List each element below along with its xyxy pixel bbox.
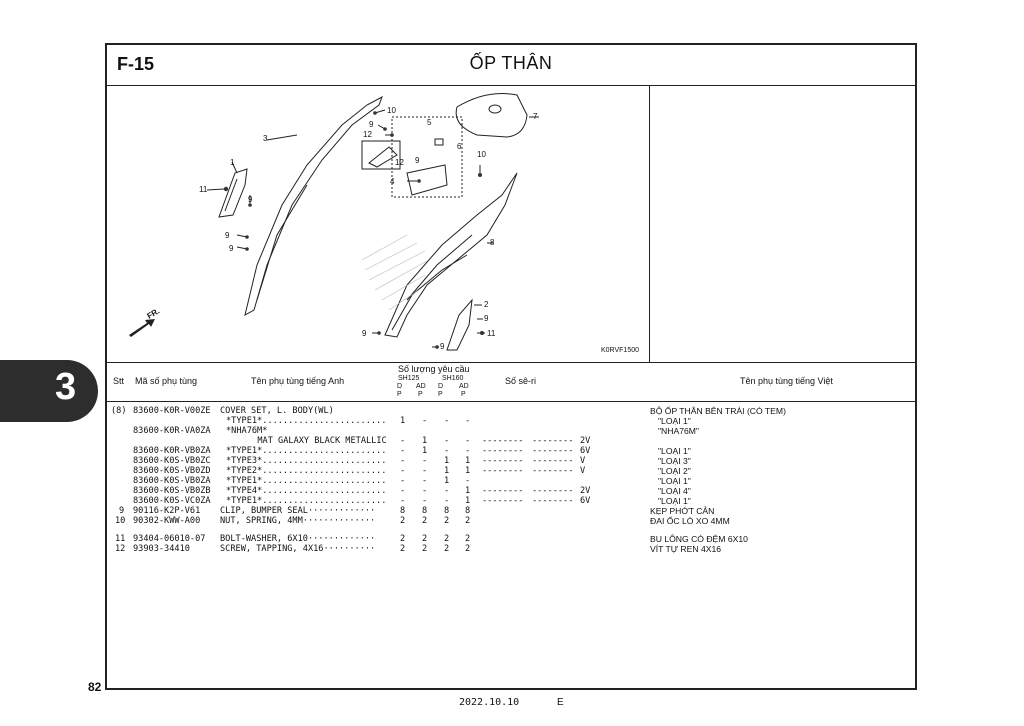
col-serial: Số sê-ri: [505, 376, 537, 386]
page-frame: [105, 43, 917, 690]
col-model-b: SH160: [442, 375, 464, 382]
col-model-a: SH125: [398, 375, 420, 382]
table-row: 10 90302-KWW-A00 NUT, SPRING, 4MM·············· 2 2 2 2 ĐAI ỐC LÒ XO 4MM: [115, 516, 730, 526]
callout-12: 12: [363, 130, 372, 139]
page-number: 82: [88, 680, 102, 694]
blank-pane: [650, 85, 915, 363]
col-sub-3: D: [438, 383, 444, 390]
table-row: 83600-K0S-VB0ZC *TYPE3*........................ - - 1 1 -------- -------- V "LOẠI 3": [133, 456, 691, 466]
diagram-reference-code: K0RVF1500: [600, 347, 639, 354]
callout-9: 9: [440, 342, 445, 351]
callout-8: 8: [490, 238, 495, 247]
callout-10: 10: [387, 106, 396, 115]
callout-9: 9: [484, 314, 489, 323]
figure-code: F-15: [117, 54, 155, 74]
callout-10: 10: [477, 150, 486, 159]
footer-date: 2022.10.10: [459, 697, 520, 708]
callout-11: 11: [199, 185, 208, 194]
table-row: (8) 83600-K0R-V00ZE COVER SET, L. BODY(WL) BỘ ỐP THÂN BÊN TRÁI (CÓ TEM): [111, 406, 786, 416]
table-row: 83600-K0R-VA0ZA *NHA76M* "NHA76M": [133, 426, 699, 436]
col-qty: Số lượng yêu cầu: [398, 364, 470, 374]
table-row: 83600-K0S-VB0ZA *TYPE1*........................ - - 1 - "LOẠI 1": [133, 476, 691, 486]
callout-4: 4: [390, 177, 395, 186]
table-row: 83600-K0S-VC0ZA *TYPE1*........................ - - - 1 -------- -------- 6V "LOẠI 1": [133, 496, 691, 506]
callout-12: 12: [395, 158, 404, 167]
svg-text:FR.: FR.: [145, 306, 162, 321]
callout-9: 9: [362, 329, 367, 338]
section-tab-number: 3: [55, 366, 77, 408]
column-headers: [107, 363, 915, 402]
callout-9: 9: [225, 231, 230, 240]
col-sub2-1: P: [397, 391, 402, 398]
callout-2: 2: [484, 300, 489, 309]
callout-9: 9: [369, 120, 374, 129]
table-row: 83600-K0R-VB0ZA *TYPE1*........................ - 1 - - -------- -------- 6V "LOẠI 1": [133, 446, 691, 456]
col-sub-4: AD: [459, 383, 469, 390]
table-row: 83600-K0S-VB0ZB *TYPE4*........................ - - - 1 -------- -------- 2V "LOẠI 4": [133, 486, 691, 496]
col-sub-2: AD: [416, 383, 426, 390]
callout-9: 9: [415, 156, 420, 165]
col-name-vn: Tên phụ tùng tiếng Việt: [740, 376, 833, 386]
page-header: [107, 45, 915, 86]
table-row: MAT GALAXY BLACK METALLIC - 1 - - -------- -------- 2V: [247, 436, 591, 446]
col-sub2-4: P: [461, 391, 466, 398]
callout-5: 5: [427, 118, 432, 127]
diagram-drawing: [107, 85, 648, 361]
callout-7: 7: [533, 112, 538, 121]
table-row: 9 90116-K2P-V61 CLIP, BUMPER SEAL············· 8 8 8 8 KẸP PHỚT CẢN: [119, 506, 715, 516]
col-sub-1: D: [397, 383, 403, 390]
section-tab: [0, 360, 98, 422]
col-sub2-3: P: [438, 391, 443, 398]
exploded-diagram: [107, 85, 650, 363]
front-arrow-icon: [129, 306, 161, 337]
table-row: 11 93404-06010-07 BOLT-WASHER, 6X10············· 2 2 2 2 BU LÔNG CÓ ĐỆM 6X10: [115, 534, 748, 544]
callout-9: 9: [229, 244, 234, 253]
callout-11: 11: [487, 329, 496, 338]
col-stt: Stt: [113, 376, 125, 386]
col-name-en: Tên phụ tùng tiếng Anh: [251, 376, 345, 386]
callout-1: 1: [230, 158, 235, 167]
footer-edition: E: [557, 697, 564, 708]
table-row: 83600-K0S-VB0ZD *TYPE2*........................ - - 1 1 -------- -------- V "LOẠI 2": [133, 466, 691, 476]
table-row: *TYPE1*........................ 1 - - - "LOẠI 1": [226, 416, 691, 426]
table-row: 12 93903-34410 SCREW, TAPPING, 4X16·········· 2 2 2 2 VÍT TỰ REN 4X16: [115, 544, 722, 554]
col-sub2-2: P: [418, 391, 423, 398]
callout-9: 9: [248, 195, 253, 204]
callout-3: 3: [263, 134, 268, 143]
page-title: ỐP THÂN: [469, 53, 553, 73]
col-part-no: Mã số phụ tùng: [135, 376, 198, 386]
callout-6: 6: [457, 142, 462, 151]
